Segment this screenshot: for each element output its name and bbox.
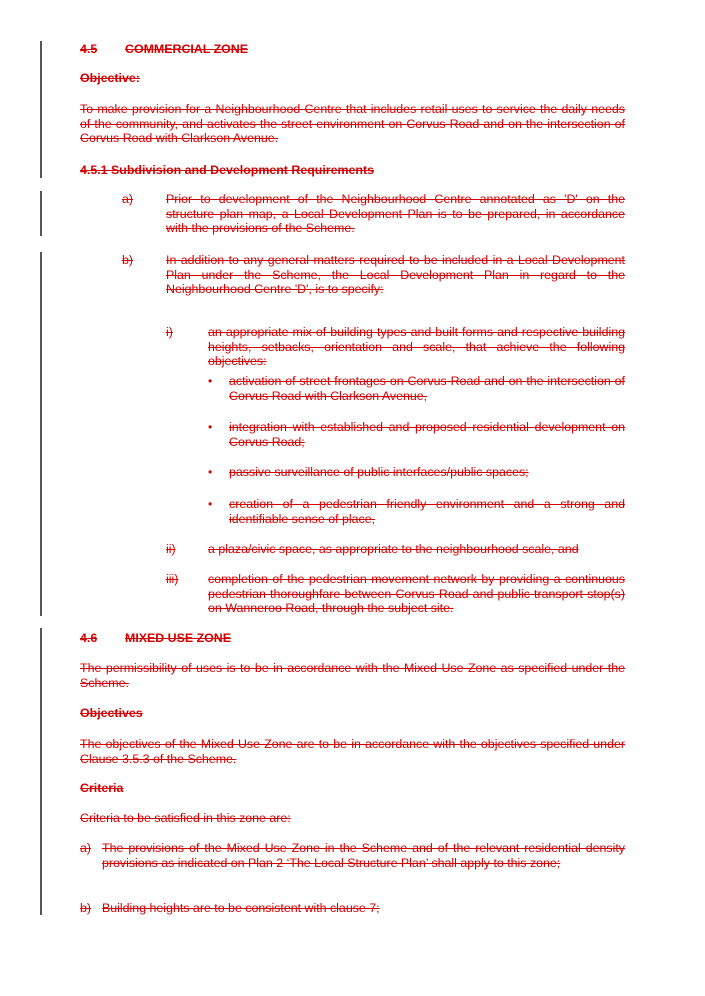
objectives-text: The objectives of the Mixed Use Zone are to be in accordance with the objectives specified under Clause 3.5.3 of the Scheme. xyxy=(80,737,625,766)
bullet-item: passive surveillance of public interfaces/public spaces; xyxy=(229,465,529,479)
sub-list-marker: ii) xyxy=(166,542,176,556)
list-item: In addition to any general matters required to be included in a Local Development Plan under the Scheme, the Local Development Plan in regard to the Neighbourhood Centre 'D', is to specify: xyxy=(166,253,625,296)
list-marker: b) xyxy=(122,253,134,267)
criteria-marker: a) xyxy=(80,841,92,855)
criteria-intro: Criteria to be satisfied in this zone are: xyxy=(80,811,291,825)
section-number: 4.6 xyxy=(80,631,98,645)
criteria-item: The provisions of the Mixed Use Zone in the Scheme and of the relevant residential density provisions as indicated on Plan 2 ‘The Local Structure Plan’ shall apply to this zone; xyxy=(102,841,625,870)
sub-list-item: an appropriate mix of building types and built forms and respective building heights, setbacks, orientation and scale, that achieve the following objectives: xyxy=(208,325,625,368)
bullet-icon: • xyxy=(208,465,213,479)
sub-list-item: a plaza/civic space, as appropriate to the neighbourhood scale, and xyxy=(208,542,579,556)
section-heading: COMMERCIAL ZONE xyxy=(125,42,248,56)
bullet-item: activation of street frontages on Corvus Road and on the intersection of Corvus Road with Clarkson Avenue, xyxy=(229,374,625,403)
objective-label: Objective: xyxy=(80,71,140,85)
list-item: Prior to development of the Neighbourhood Centre annotated as 'D' on the structure plan map, a Local Development Plan is to be prepared, in accordance with the provisions of the Scheme. xyxy=(166,192,625,235)
bullet-item: creation of a pedestrian friendly environment and a strong and identifiable sense of place, xyxy=(229,497,625,526)
sub-list-item: completion of the pedestrian movement network by providing a continuous pedestrian thoroughfare between Corvus Road and public transport stop(s) on Wanneroo Road, through the subject site. xyxy=(208,572,625,615)
change-bar xyxy=(40,41,42,178)
criteria-label: Criteria xyxy=(80,781,124,795)
bullet-item: integration with established and proposed residential development on Corvus Road; xyxy=(229,420,625,449)
objective-text: To make provision for a Neighbourhood Centre that includes retail uses to service the daily needs of the community, and activates the street environment on Corvus Road and on the intersection of Corvus Road with Clarkson Avenue. xyxy=(80,102,625,145)
section-number: 4.5 xyxy=(80,42,98,56)
criteria-item: Building heights are to be consistent with clause 7; xyxy=(102,901,380,915)
subsection-heading: 4.5.1 Subdivision and Development Requirements xyxy=(80,163,375,177)
section-heading: MIXED USE ZONE xyxy=(125,631,232,645)
bullet-icon: • xyxy=(208,420,213,434)
objectives-label: Objectives xyxy=(80,706,143,720)
intro-text: The permissibility of uses is to be in accordance with the Mixed Use Zone as specified under the Scheme. xyxy=(80,661,625,690)
sub-list-marker: i) xyxy=(166,325,173,339)
bullet-icon: • xyxy=(208,497,213,511)
bullet-icon: • xyxy=(208,374,213,388)
change-bar xyxy=(40,628,42,915)
criteria-marker: b) xyxy=(80,901,92,915)
change-bar xyxy=(40,191,42,236)
list-marker: a) xyxy=(122,192,134,206)
change-bar xyxy=(40,252,42,616)
sub-list-marker: iii) xyxy=(166,572,179,586)
